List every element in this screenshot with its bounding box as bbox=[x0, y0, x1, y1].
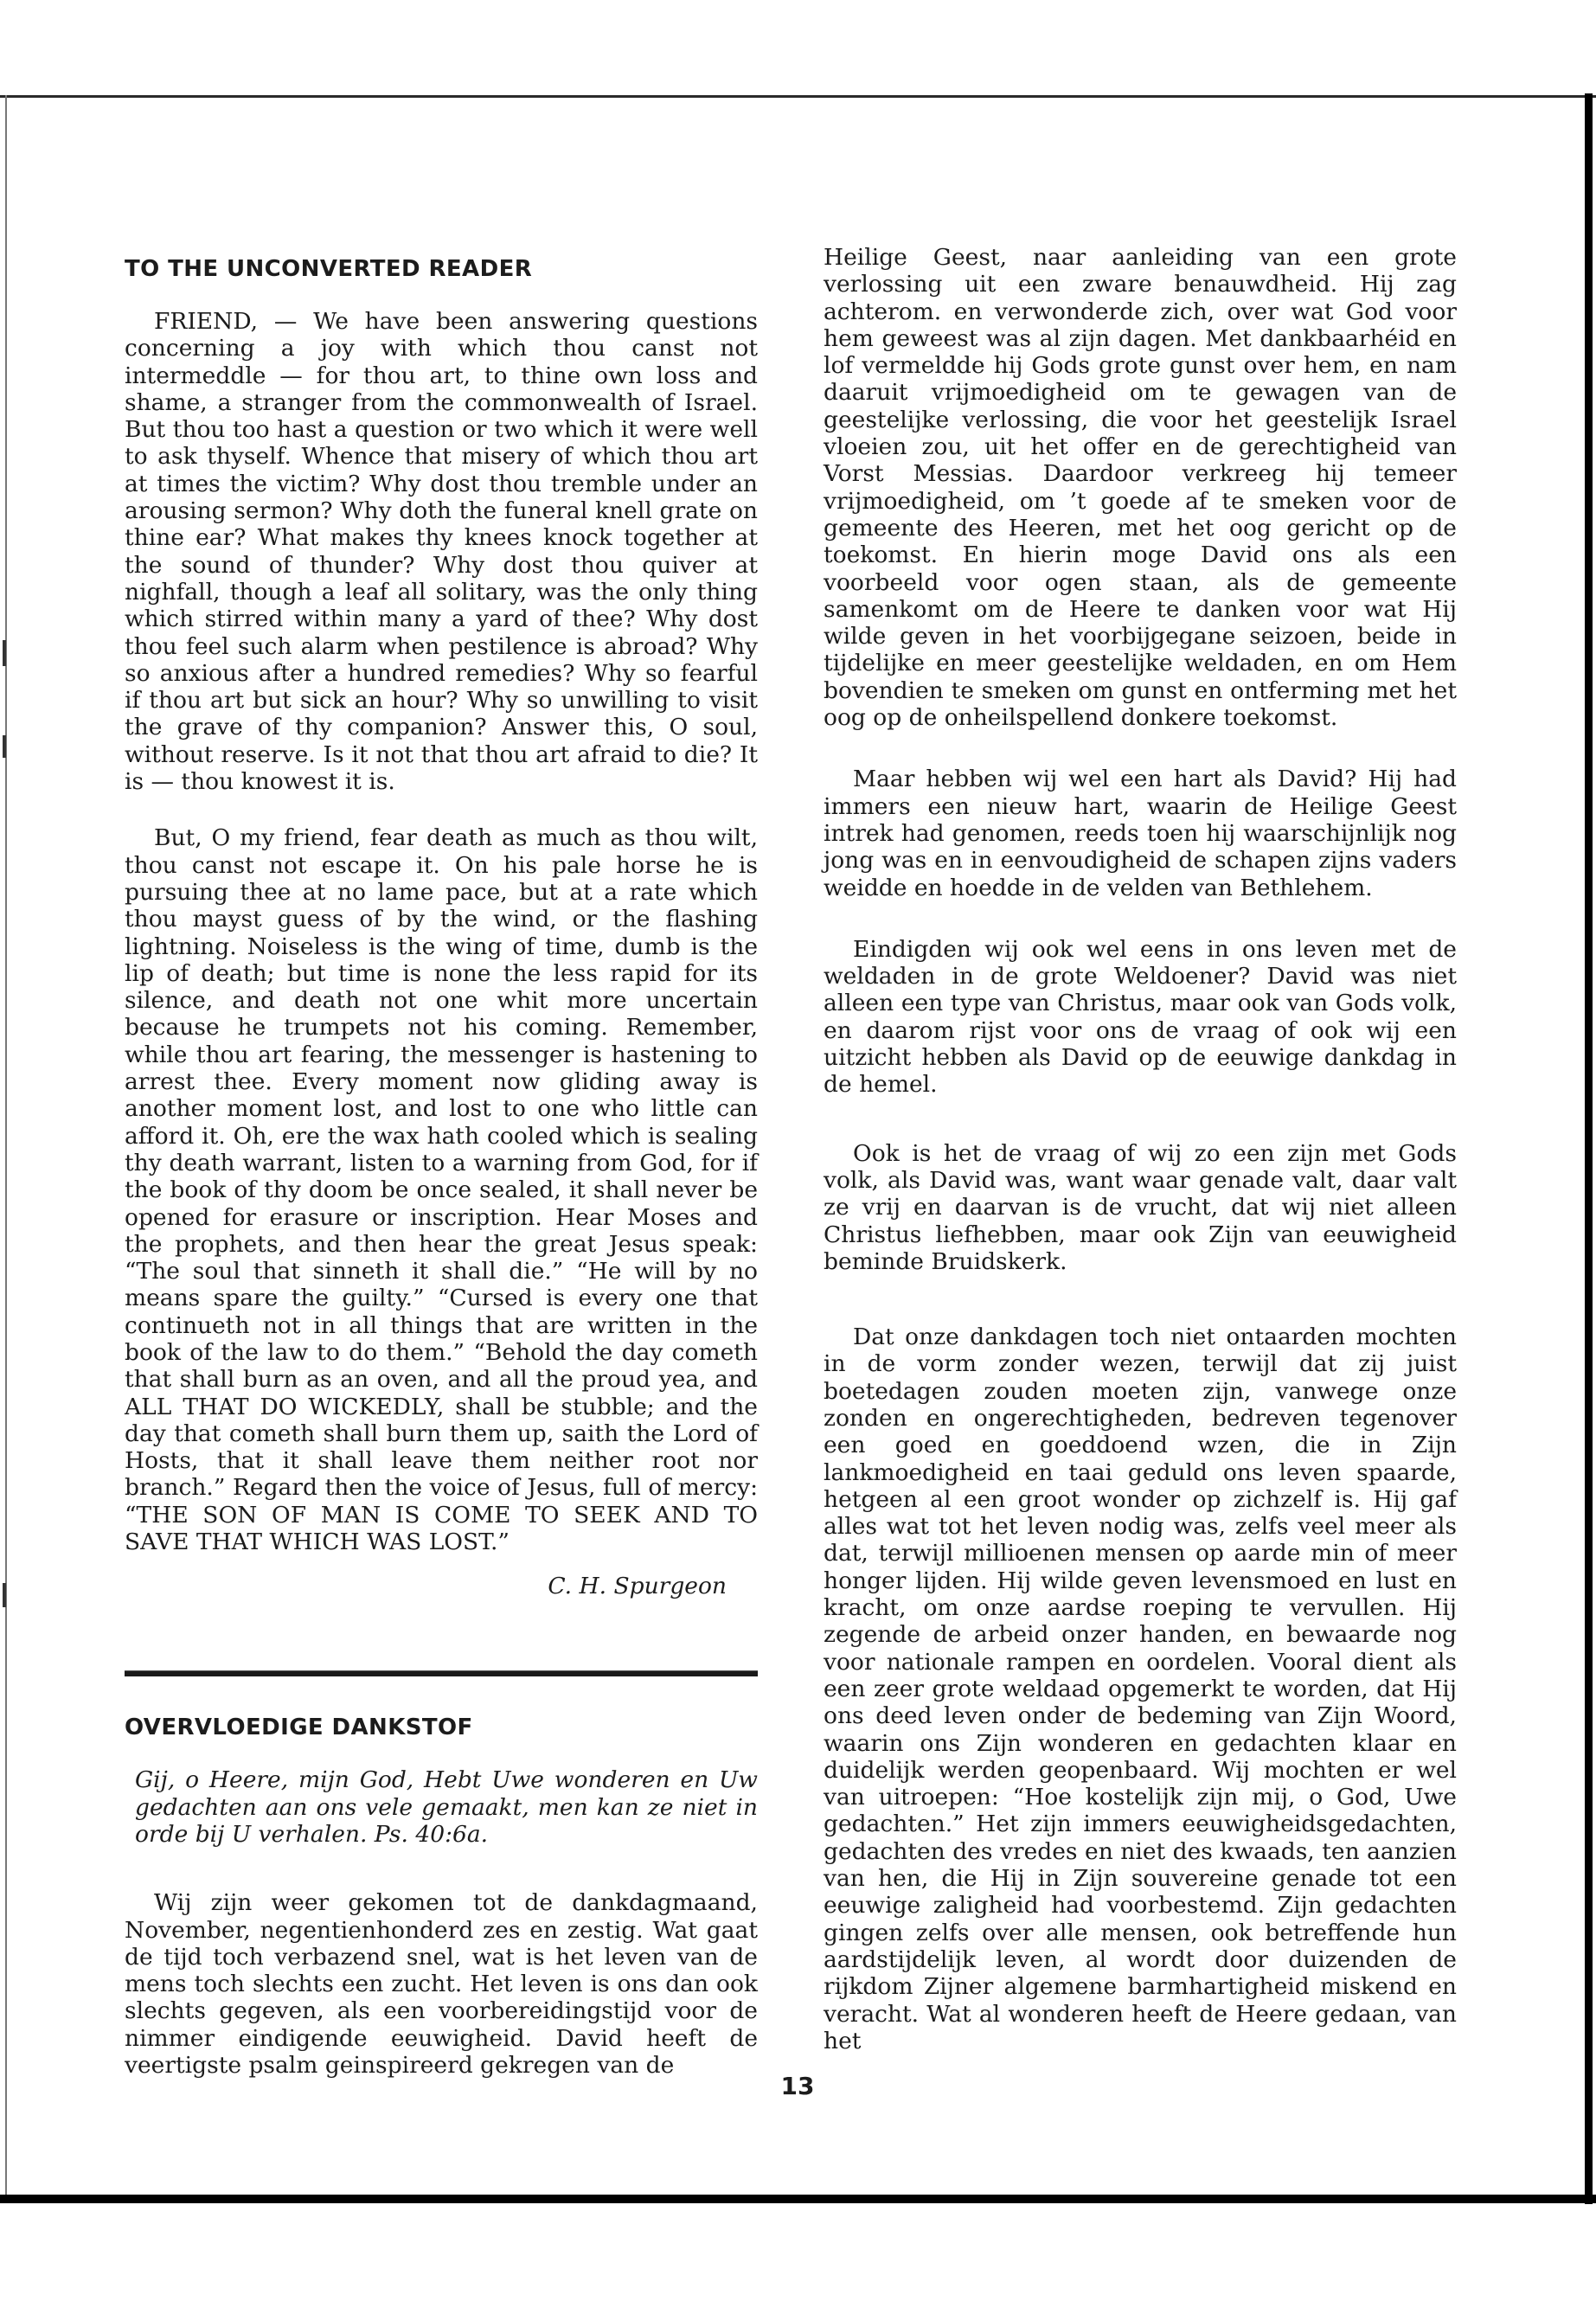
scan-top-edge bbox=[0, 95, 1596, 98]
article-heading: TO THE UNCONVERTED READER bbox=[125, 256, 533, 282]
binding-mark bbox=[3, 1583, 6, 1607]
page-number: 13 bbox=[780, 2072, 815, 2100]
binding-mark bbox=[3, 735, 6, 758]
article-paragraph: But, O my friend, fear death as much as thou wilt, thou canst not escape it. On his pale horse he is pursuing thee at no lame pace, but at a rate which thou mayst guess of by the wind, or the flashing lightning. Noiseless is the wing of time, dumb is the lip of death; but time is none the less rapid for its silence, and death not one whit more uncertain because he trumpets not his coming. Remember, while thou art fearing, the messenger is hastening to arrest thee. Every moment now gliding away is another moment lost, and lost to one who little can afford it. Oh, ere the wax hath cooled which is sealing thy death warrant, listen to a warning from God, for if the book of thy doom be once sealed, it shall never be opened for erasure or inscription. Hear Moses and the prophets, and then hear the great Jesus speak: “The soul that sinneth it shall die.” “He will by no means spare the guilty.” “Cursed is every one that continueth not in all things that are written in the book of the law to do them.” “Behold the day cometh that shall burn as an oven, and all the proud yea, and ALL THAT DO WICKEDLY, shall be stubble; and the day that cometh shall burn them up, saith the Lord of Hosts, that it shall leave them neither root nor branch.” Regard then the voice of Jesus, full of mercy: “THE SON OF MAN IS COME TO SEEK AND TO SAVE THAT WHICH WAS LOST.” bbox=[125, 824, 758, 1556]
scan-left-edge bbox=[5, 95, 7, 2197]
right-column bbox=[824, 244, 1457, 2054]
article-paragraph: Wij zijn weer gekomen tot de dankdagmaand, November, negentienhonderd zes en zestig. Wat gaat de tijd toch verbazend snel, wat is het leven van de mens toch slechts een zucht. Het leven is ons dan ook slechts gegeven, als een voorbereidingstijd voor de nimmer eindigende eeuwigheid. David heeft de veertigste psalm geinspireerd gekregen van de bbox=[125, 1889, 758, 2080]
article-paragraph: Dat onze dankdagen toch niet ontaarden mochten in de vorm zonder wezen, terwijl dat zij juist boetedagen zouden moeten zijn, vanwege onze zonden en ongerechtigheden, bedreven tegenover een goed en goeddoend wzen, die in Zijn lankmoedigheid en taai geduld ons leven spaarde, hetgeen al een groot wonder op zichzelf is. Hij gaf alles wat tot het leven nodig was, zelfs veel meer als dat, terwijl millioenen mensen op aarde min of meer honger lijden. Hij wilde geven levensmoed en lust en kracht, om onze aardse roeping te vervullen. Hij zegende de arbeid onzer handen, en bewaarde nog voor nationale rampen en oordelen. Vooral dient als een zeer grote weldaad opgemerkt te worden, dat Hij ons deed leven onder de bedeming van Zijn Woord, waarin ons Zijn wonderen en gedachten klaar en duidelijk werden geopenbaard. Wij mochten er wel van uitroepen: “Hoe kostelijk zijn mij, o God, Uwe gedachten.” Het zijn immers eeuwigheidsgedachten, gedachten des vredes en niet des kwaads, ten aanzien van hen, die Hij in Zijn souvereine genade tot een eeuwige zaligheid had voorbestemd. Zijn gedachten gingen zelfs over alle mensen, ook betreffende hun aardstijdelijk leven, al wordt door duizenden de rijkdom Zijner algemene barmhartigheid miskend en veracht. Wat al wonderen heeft de Heere gedaan, van het bbox=[824, 1324, 1457, 2054]
scan-right-edge bbox=[1585, 93, 1593, 2204]
article-paragraph: Heilige Geest, naar aanleiding van een grote verlossing uit een zware benauwdheid. Hij zag achterom. en verwonderde zich, over wat God voor hem geweest was al zijn dagen. Met dankbaarhéid en lof vermeldde hij Gods grote gunst over hem, en nam daaruit vrijmoedigheid om te gewagen van de geestelijke verlossing, die voor het geestelijk Israel vloeien zou, uit het offer en de gerechtigheid van Vorst Messias. Daardoor verkreeg hij temeer vrijmoedigheid, om ’t goede af te smeken voor de gemeente des Heeren, met het oog gericht op de toekomst. En hierin moge David ons als een voorbeeld voor ogen staan, als de gemeente samenkomt om de Heere te danken voor wat Hij wilde geven in het voorbijgegane seizoen, beide in tijdelijke en meer geestelijke weldaden, en om Hem bovendien te smeken om gunst en ontferming met het oog op de onheilspellend donkere toekomst. bbox=[824, 244, 1457, 732]
article-paragraph: Maar hebben wij wel een hart als David? Hij had immers een nieuw hart, waarin de Heilige Geest intrek had genomen, reeds toen hij waarschijnlijk nog jong was en in eenvoudigheid de schapen zijns vaders weidde en hoedde in de velden van Bethlehem. bbox=[824, 766, 1457, 901]
scripture-epigraph: Gij, o Heere, mijn God, Hebt Uwe wonderen en Uw gedachten aan ons vele gemaakt, men kan ze niet in orde bij U verhalen. Ps. 40:6a. bbox=[135, 1766, 758, 1848]
binding-mark bbox=[3, 640, 6, 666]
article-paragraph: FRIEND, — We have been answering questions concerning a joy with which thou canst not intermeddle — for thou art, to thine own loss and shame, a stranger from the commonwealth of Israel. But thou too hast a question or two which it were well to ask thyself. Whence that misery of which thou art at times the victim? Why dost thou tremble under an arousing sermon? Why doth the funeral knell grate on thine ear? What makes thy knees knock together at the sound of thunder? Why dost thou quiver at nighfall, though a leaf all solitary, was the only thing which stirred within many a yard of thee? Why dost thou feel such alarm when pestilence is abroad? Why so anxious after a hundred remedies? Why so fearful if thou art but sick an hour? Why so unwilling to visit the grave of thy companion? Answer this, O soul, without reserve. Is it not that thou art afraid to die? It is — thou knowest it is. bbox=[125, 308, 758, 796]
article-paragraph: Ook is het de vraag of wij zo een zijn met Gods volk, als David was, want waar genade valt, daar valt ze vrij en daarvan is de vrucht, dat wij niet alleen Christus liefhebben, maar ook Zijn van eeuwigheid beminde Bruidskerk. bbox=[824, 1139, 1457, 1275]
article-paragraph: Eindigden wij ook wel eens in ons leven met de weldaden in de grote Weldoener? David was niet alleen een type van Christus, maar ook van Gods volk, en daarom rijst voor ons de vraag of ook wij een uitzicht hebben als David op de eeuwige dankdag in de hemel. bbox=[824, 935, 1457, 1099]
article-heading: OVERVLOEDIGE DANKSTOF bbox=[125, 1715, 473, 1741]
section-divider bbox=[125, 1670, 758, 1676]
author-signature: C. H. Spurgeon bbox=[548, 1573, 727, 1600]
left-column bbox=[125, 244, 758, 2079]
scan-bottom-edge bbox=[0, 2195, 1596, 2203]
